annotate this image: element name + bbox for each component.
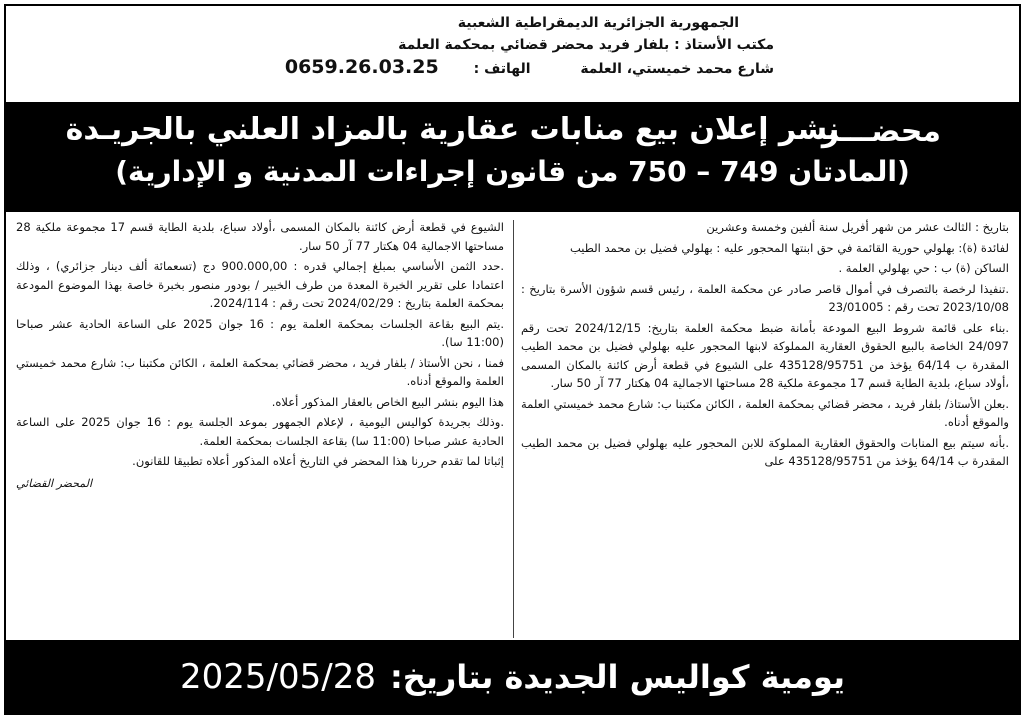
office-address-line [16,56,774,80]
republic-title: الجمهورية الجزائرية الديمقراطية الشعبية [457,15,739,31]
paragraph: .حدد الثمن الأساسي بمبلغ إجمالي قدره : 900.000,00 دج (تسعمائة ألف دينار جزائري) ، وذلك اعتمادا على تقرير الخبرة المعدة من طرف الخبير / بودور منصور بخبرة خاصة بهذا الموضوع المودعة بمحكمة العلمة بتاريخ : 2024/02/29 تحت رقم : 2024/114. [16,259,504,310]
column-divider [513,220,514,638]
paragraph: لفائدة (ة): بهلولي حورية القائمة في حق ابنتها المحجور عليه : بهلولي فضيل بن محمد الطيب [569,240,1009,255]
paragraph: .وذلك بجريدة كواليس اليومية ، لإعلام الجمهور بموعد الجلسة يوم : 16 جوان 2025 على الساعة الحادية عشر صباحا (11:00 سا) بقاعة الجلسات بمحكمة العلمة. [16,415,504,448]
paragraph: .تنفيذا لرخصة بالتصرف في أموال قاصر صادر عن محكمة العلمة ، رئيس قسم شؤون الأسرة بتاريخ : 2023/10/08 تحت رقم : 23/01005 [521,281,1009,314]
paragraph: إثباتا لما تقدم حررنا هذا المحضر في التاريخ أعلاه المذكور أعلاه تطبيقا للقانون. [132,454,504,468]
left-column [16,218,504,493]
paragraph: .بناء على قائمة شروط البيع المودعة بأمانة ضبط محكمة العلمة بتاريخ: 2024/12/15 تحت رقم 24/097 الخاصة بالبيع الحقوق العقارية المملوكة لابنها المحجور عليه بهلولي فضيل بن محمد الطيب المقدرة ب 64/14 يؤخذ من 435128/95751 على الشيوع في قطعة أرض كائنة بالمكان المسمى ،أولاد سباع، بلدية الطاية قسم 17 مجموعة ملكية 28 مساحتها الاجمالية 04 هكتار 77 آر 50 سار. [521,320,1010,390]
phone-label: الهاتف : [473,61,531,77]
paragraph: .بعلن الأستاذ/ بلفار فريد ، محضر قضائي بمحكمة العلمة ، الكائن مكتبنا ب: شارع محمد خميستي العلمة والموقع أدناه. [521,396,1009,429]
title-line-2: (المادتان 749 – 750 من قانون إجراءات المدنية و الإدارية) [115,155,910,188]
paragraph: الساكن (ة) ب : حي بهلولي العلمة . [838,261,1009,275]
publication-date: 2025/05/28 [180,656,376,697]
paragraph: .يتم البيع بقاعة الجلسات بمحكمة العلمة يوم : 16 جوان 2025 على الساعة الحادية عشر صباحا (11:00 سا). [16,316,504,349]
footer-banner [6,640,1019,713]
title-banner [6,102,1019,212]
mahdar-label: محضـــر [821,114,941,149]
paragraph: الشيوع في قطعة أرض كائنة بالمكان المسمى ،أولاد سباع، بلدية الطاية قسم 17 مجموعة ملكية 28 مساحتها الاجمالية 04 هكتار 77 آر 50 سار. [16,220,505,253]
title-main: نشر إعلان بيع منابات عقارية بالمزاد العلني بالجريـدة [65,112,840,147]
notice-page [4,4,1021,715]
phone-number: 0659.26.03.25 [284,56,439,78]
paragraph: .بأنه سيتم بيع المنابات والحقوق العقارية المملوكة للابن المحجور عليه بهلولي فضيل بن محمد الطيب المقدرة ب 64/14 يؤخذ من 435128/95751 على [521,435,1009,468]
notice-body [6,212,1019,646]
right-column [521,218,1009,473]
footer-label: يومية كواليس الجديدة بتاريخ: [389,657,846,696]
office-address: شارع محمد خميستي، العلمة [580,61,774,77]
paragraph: بتاريخ : الثالث عشر من شهر أفريل سنة ألفين وخمسة وعشرين [706,220,1009,234]
paragraph: هذا اليوم بنشر البيع الخاص بالعقار المذكور أعلاه. [271,394,504,409]
header [6,6,1019,102]
signature: المحضر القضائي [16,476,93,490]
paragraph: فمنا ، نحن الأستاذ / بلفار فريد ، محضر قضائي بمحكمة العلمة ، الكائن مكتبنا ب: شارع محمد خميستي العلمة والموقع أدناه. [16,355,504,388]
office-name: مكتب الأستاذ : بلفار فريد محضر قضائي بمحكمة العلمة [398,37,774,53]
